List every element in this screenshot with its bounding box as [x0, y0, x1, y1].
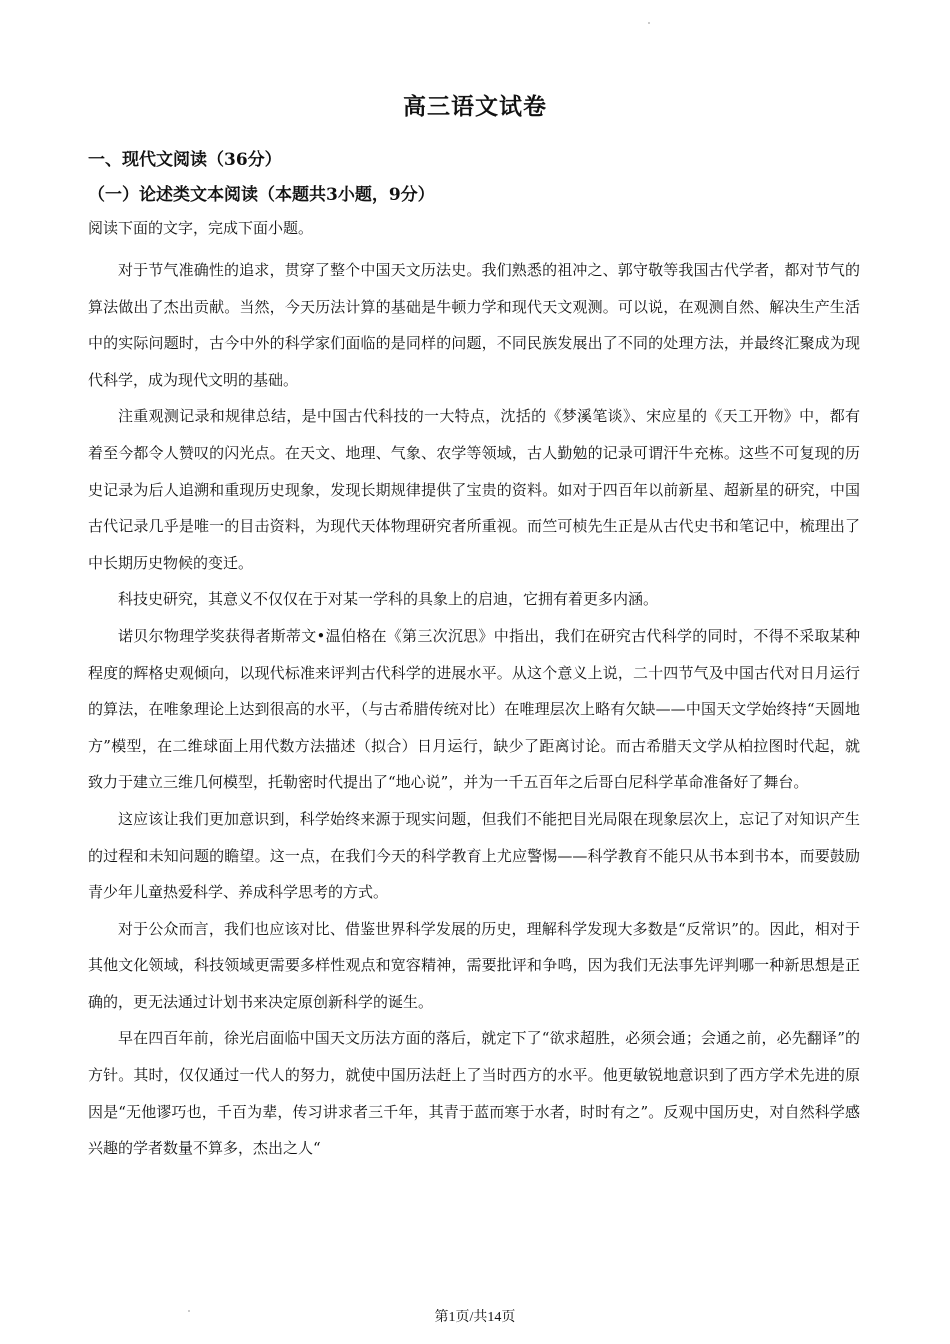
subsection-heading: （一）论述类文本阅读（本题共3小题，9分） — [88, 185, 435, 205]
passage-paragraph: 科技史研究，其意义不仅仅在于对某一学科的具象上的启迪，它拥有着更多内涵。 — [118, 590, 659, 609]
passage-paragraph: 早在四百年前，徐光启面临中国天文历法方面的落后，就定下了“欲求超胜，必须会通；会通之前，必先翻译”的方针。其时，仅仅通过一代人的努力，就使中国历法赶上了当时西方的水平。他更敏锐地意识到了西方学术先进的原因是“无他谬巧也，千百为辈，传习讲求者三千年，其青于蓝而寒于水者，时时有之”。反观中国历史，对自然科学感兴趣的学者数量不算多，杰出之人“ — [88, 1029, 860, 1158]
scan-speck — [648, 22, 650, 24]
passage-body — [88, 252, 860, 1167]
passage-paragraph: 这应该让我们更加意识到，科学始终来源于现实问题，但我们不能把目光局限在现象层次上，忘记了对知识产生的过程和未知问题的瞻望。这一点，在我们今天的科学教育上尤应警惕——科学教育不能只从书本到书本，而要鼓励青少年儿童热爱科学、养成科学思考的方式。 — [88, 809, 860, 902]
passage-paragraph: 对于公众而言，我们也应该对比、借鉴世界科学发展的历史，理解科学发现大多数是“反常识”的。因此，相对于其他文化领域，科技领域更需要多样性观点和宽容精神，需要批评和争鸣，因为我们无法事先评判哪一种新思想是正确的，更无法通过计划书来决定原创新科学的诞生。 — [88, 919, 860, 1011]
section-heading: 一、现代文阅读（36分） — [88, 150, 282, 170]
passage-paragraph: 注重观测记录和规律总结，是中国古代科技的一大特点，沈括的《梦溪笔谈》、宋应星的《天工开物》中，都有着至今都令人赞叹的闪光点。在天文、地理、气象、农学等领域，古人勤勉的记录可谓汗牛充栋。这些不可复现的历史记录为后人追溯和重现历史现象，发现长期规律提供了宝贵的资料。如对于四百年以前新星、超新星的研究，中国古代记录几乎是唯一的目击资料，为现代天体物理研究者所重视。而竺可桢先生正是从古代史书和笔记中，梳理出了中长期历史物候的变迁。 — [88, 407, 860, 572]
page-title: 高三语文试卷 — [403, 93, 547, 120]
page-footer: 第1页/共14页 — [434, 1310, 516, 1325]
reading-instruction: 阅读下面的文字，完成下面小题。 — [88, 219, 314, 237]
passage-paragraph: 对于节气准确性的追求，贯穿了整个中国天文历法史。我们熟悉的祖冲之、郭守敬等我国古代学者，都对节气的算法做出了杰出贡献。当然，今天历法计算的基础是牛顿力学和现代天文观测。可以说，在观测自然、解决生产生活中的实际问题时，古今中外的科学家们面临的是同样的问题，不同民族发展出了不同的处理方法，并最终汇聚成为现代科学，成为现代文明的基础。 — [88, 261, 860, 389]
passage-paragraph: 诺贝尔物理学奖获得者斯蒂文•温伯格在《第三次沉思》中指出，我们在研究古代科学的同时，不得不采取某种程度的辉格史观倾向，以现代标准来评判古代科学的进展水平。从这个意义上说，二十四节气及中国古代对日月运行的算法，在唯象理论上达到很高的水平，（与古希腊传统对比）在唯理层次上略有欠缺——中国天文学始终持“天圆地方”模型，在二维球面上用代数方法描述（拟合）日月运行，缺少了距离讨论。而古希腊天文学从柏拉图时代起，就致力于建立三维几何模型，托勒密时代提出了“地心说”，并为一千五百年之后哥白尼科学革命准备好了舞台。 — [88, 626, 860, 792]
